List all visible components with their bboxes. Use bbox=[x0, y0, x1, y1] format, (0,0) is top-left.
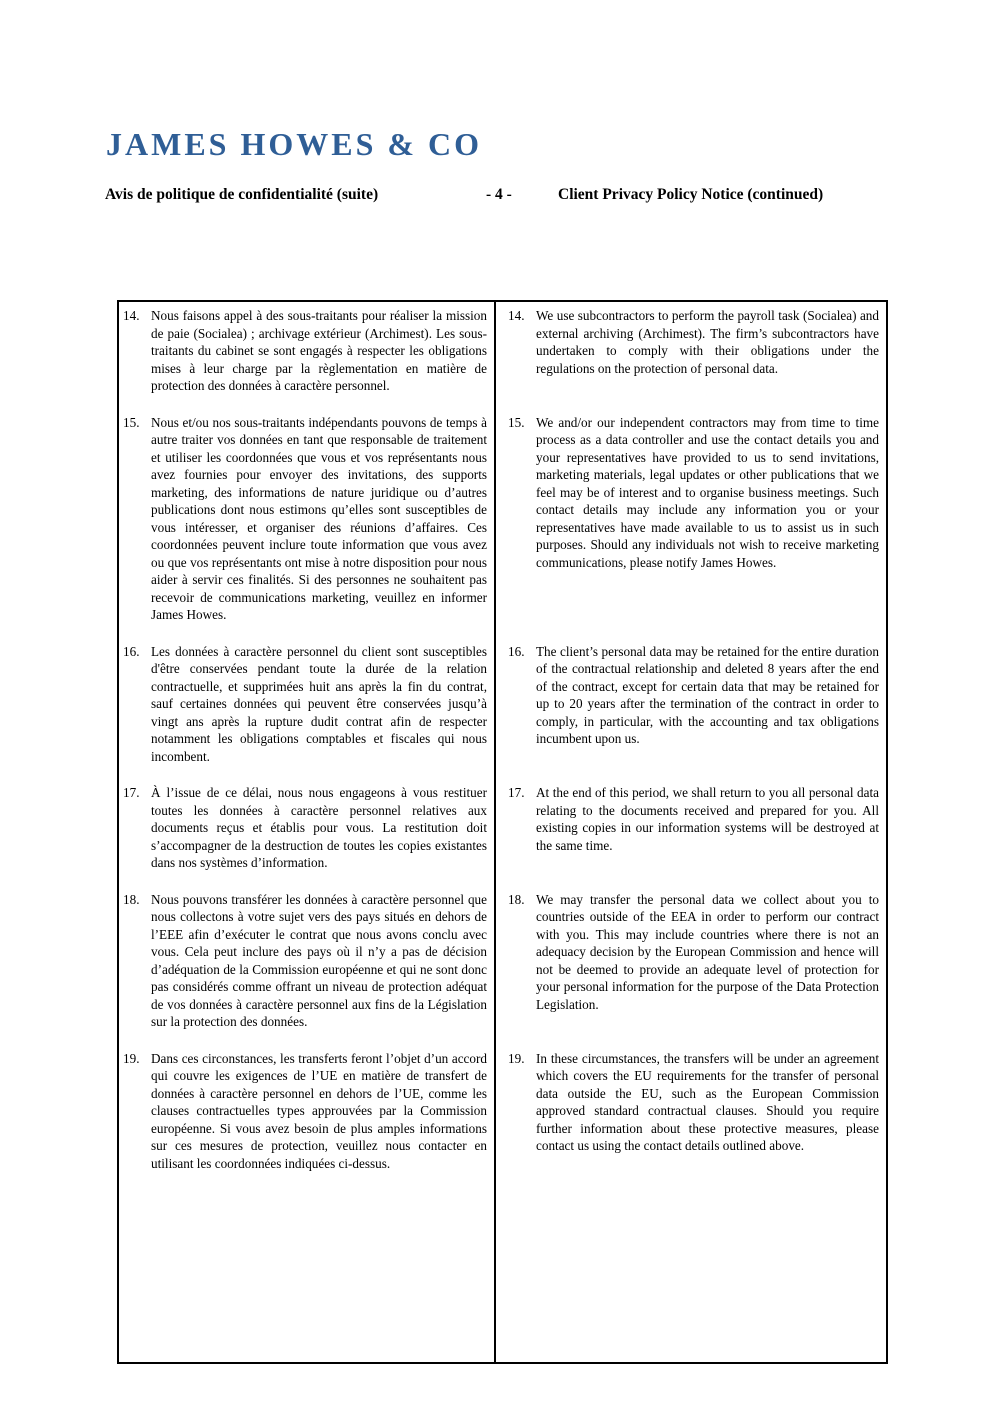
item-number: 16. bbox=[508, 643, 525, 659]
item-number: 14. bbox=[508, 308, 525, 323]
item-text: Nous pouvons transférer les données à caractère personnel que nous collectons à votre sujet vers des pays situés en dehors de l’EEE afin d’exécuter le contrat que nous avons conclu avec vous. Cela peut inclure des pays où il n’y a pas de décision d’adéquation de la Commission européenne et qui ne sont donc pas considérés comme offrant un niveau de protection adéquat de vos données à caractère personnel aux fins de la Législation sur la protection des données. bbox=[151, 891, 487, 1029]
item-text: In these circumstances, the transfers will be under an agreement which covers the EU requirements for the transfer of personal data outside the EU, such as the European Commission approved standard contractual clauses. Should you require further information about these protective measures, please contact us using the contact details outlined above. bbox=[536, 1050, 879, 1153]
policy-item-19-en bbox=[496, 1050, 886, 1192]
item-text: We and/or our independent contractors may from time to time process as a data controller and use the contact details you and your representatives have provided to us to send invitations, marketing materials, legal updates or other publications that we feel may be of interest and to organise business meetings. Such contact details may include any information you or your representatives have made available to us to assist us in such purposes. Should any individuals not wish to receive marketing communications, please notify James Howes. bbox=[536, 414, 879, 570]
policy-item-18-fr bbox=[119, 891, 496, 1050]
item-number: 18. bbox=[123, 891, 140, 907]
policy-item-18-en bbox=[496, 891, 886, 1050]
policy-item-14-en bbox=[496, 302, 886, 414]
policy-item-15-en bbox=[496, 414, 886, 643]
policy-item-17-en bbox=[496, 784, 886, 891]
column-divider bbox=[494, 302, 496, 1362]
item-text: Dans ces circonstances, les transferts feront l’objet d’un accord qui couvre les exigences de l’UE en matière de transfert de données à caractère personnel en dehors de l’UE, comme les clauses contractuelles types approuvées par la Commission européenne. Si vous avez besoin de plus amples informations sur ces mesures de protection, veuillez nous contacter en utilisant les coordonnées indiquées ci-dessus. bbox=[151, 1050, 487, 1171]
policy-item-17-fr bbox=[119, 784, 496, 891]
policy-item-15-fr bbox=[119, 414, 496, 643]
item-text: À l’issue de ce délai, nous nous engageons à vous restituer toutes les données à caractère personnel relatives aux documents reçus et établis pour vous. La restitution doit s’accompagner de la destruction de toutes les copies existantes dans nos systèmes d’information. bbox=[151, 785, 487, 870]
item-number: 17. bbox=[508, 785, 525, 800]
page-number: - 4 - bbox=[486, 186, 512, 203]
item-text: At the end of this period, we shall return to you all personal data relating to the documents received and prepared for you. All existing copies in our information systems will be destroyed at the same time. bbox=[536, 785, 879, 853]
item-number: 18. bbox=[508, 891, 525, 907]
item-text: Nous et/ou nos sous-traitants indépendants pouvons de temps à autre traiter vos données en tant que responsable de traitement et utiliser les coordonnées que vous et vos représentants nous avez fournies pour envoyer des invitations, des supports marketing, des informations de nature juridique ou d’autres publications dont nous estimons qu’elles sont susceptibles de vous intéresser, et organiser des réunions d’affaires. Ces coordonnées peuvent inclure toute information que vous avez ou que vos représentants ont mise à notre disposition pour nous aider à servir ces finalités. Si des personnes ne souhaitent pas recevoir de communications marketing, veuillez en informer James Howes. bbox=[151, 414, 487, 622]
item-number: 19. bbox=[123, 1050, 140, 1066]
policy-item-19-fr bbox=[119, 1050, 496, 1192]
item-text: Nous faisons appel à des sous-traitants pour réaliser la mission de paie (Socialea) ; archivage extérieur (Archimest). Les sous-traitants du cabinet se sont engagés à respecter les obligations mises à leur charge par la règlementation en matière de protection des données à caractère personnel. bbox=[151, 308, 487, 393]
policy-item-14-fr bbox=[119, 302, 496, 414]
policy-item-16-fr bbox=[119, 643, 496, 785]
item-number: 19. bbox=[508, 1050, 525, 1066]
subtitle-french: Avis de politique de confidentialité (suite) bbox=[105, 186, 379, 203]
bilingual-policy-table bbox=[117, 300, 888, 1364]
policy-item-16-en bbox=[496, 643, 886, 785]
subtitle-english: Client Privacy Policy Notice (continued) bbox=[558, 186, 824, 203]
item-text: We use subcontractors to perform the payroll task (Socialea) and external archiving (Archimest). The firm’s subcontractors have undertaken to comply with their obligations under the regulations on the protection of personal data. bbox=[536, 308, 879, 376]
item-text: Les données à caractère personnel du client sont susceptibles d'être conservées pendant toute la durée de la relation contractuelle, et supprimées huit ans après la fin du contrat, sauf certaines données qui peuvent être conservées jusqu’à vingt ans après la rupture dudit contrat afin de respecter notamment les obligations comptables et fiscales qui nous incombent. bbox=[151, 643, 487, 764]
item-number: 17. bbox=[123, 785, 140, 800]
company-logo-text: JAMES HOWES & CO bbox=[106, 126, 483, 162]
item-number: 15. bbox=[123, 414, 140, 430]
item-text: We may transfer the personal data we collect about you to countries outside of the EEA in order to perform our contract with you. This may include countries where there is not an adequacy decision by the European Commission and hence will not be deemed to provide an adequate level of protection for your personal information for the purpose of the Data Protection Legislation. bbox=[536, 891, 879, 1012]
item-text: The client’s personal data may be retained for the entire duration of the contractual relationship and deleted 8 years after the end of the contract, except for certain data that may be retained for up to 20 years after the termination of the contract in order to comply, in particular, with the accounting and tax obligations incumbent upon us. bbox=[536, 643, 879, 746]
item-number: 16. bbox=[123, 643, 140, 659]
item-number: 15. bbox=[508, 414, 525, 430]
item-number: 14. bbox=[123, 308, 140, 323]
